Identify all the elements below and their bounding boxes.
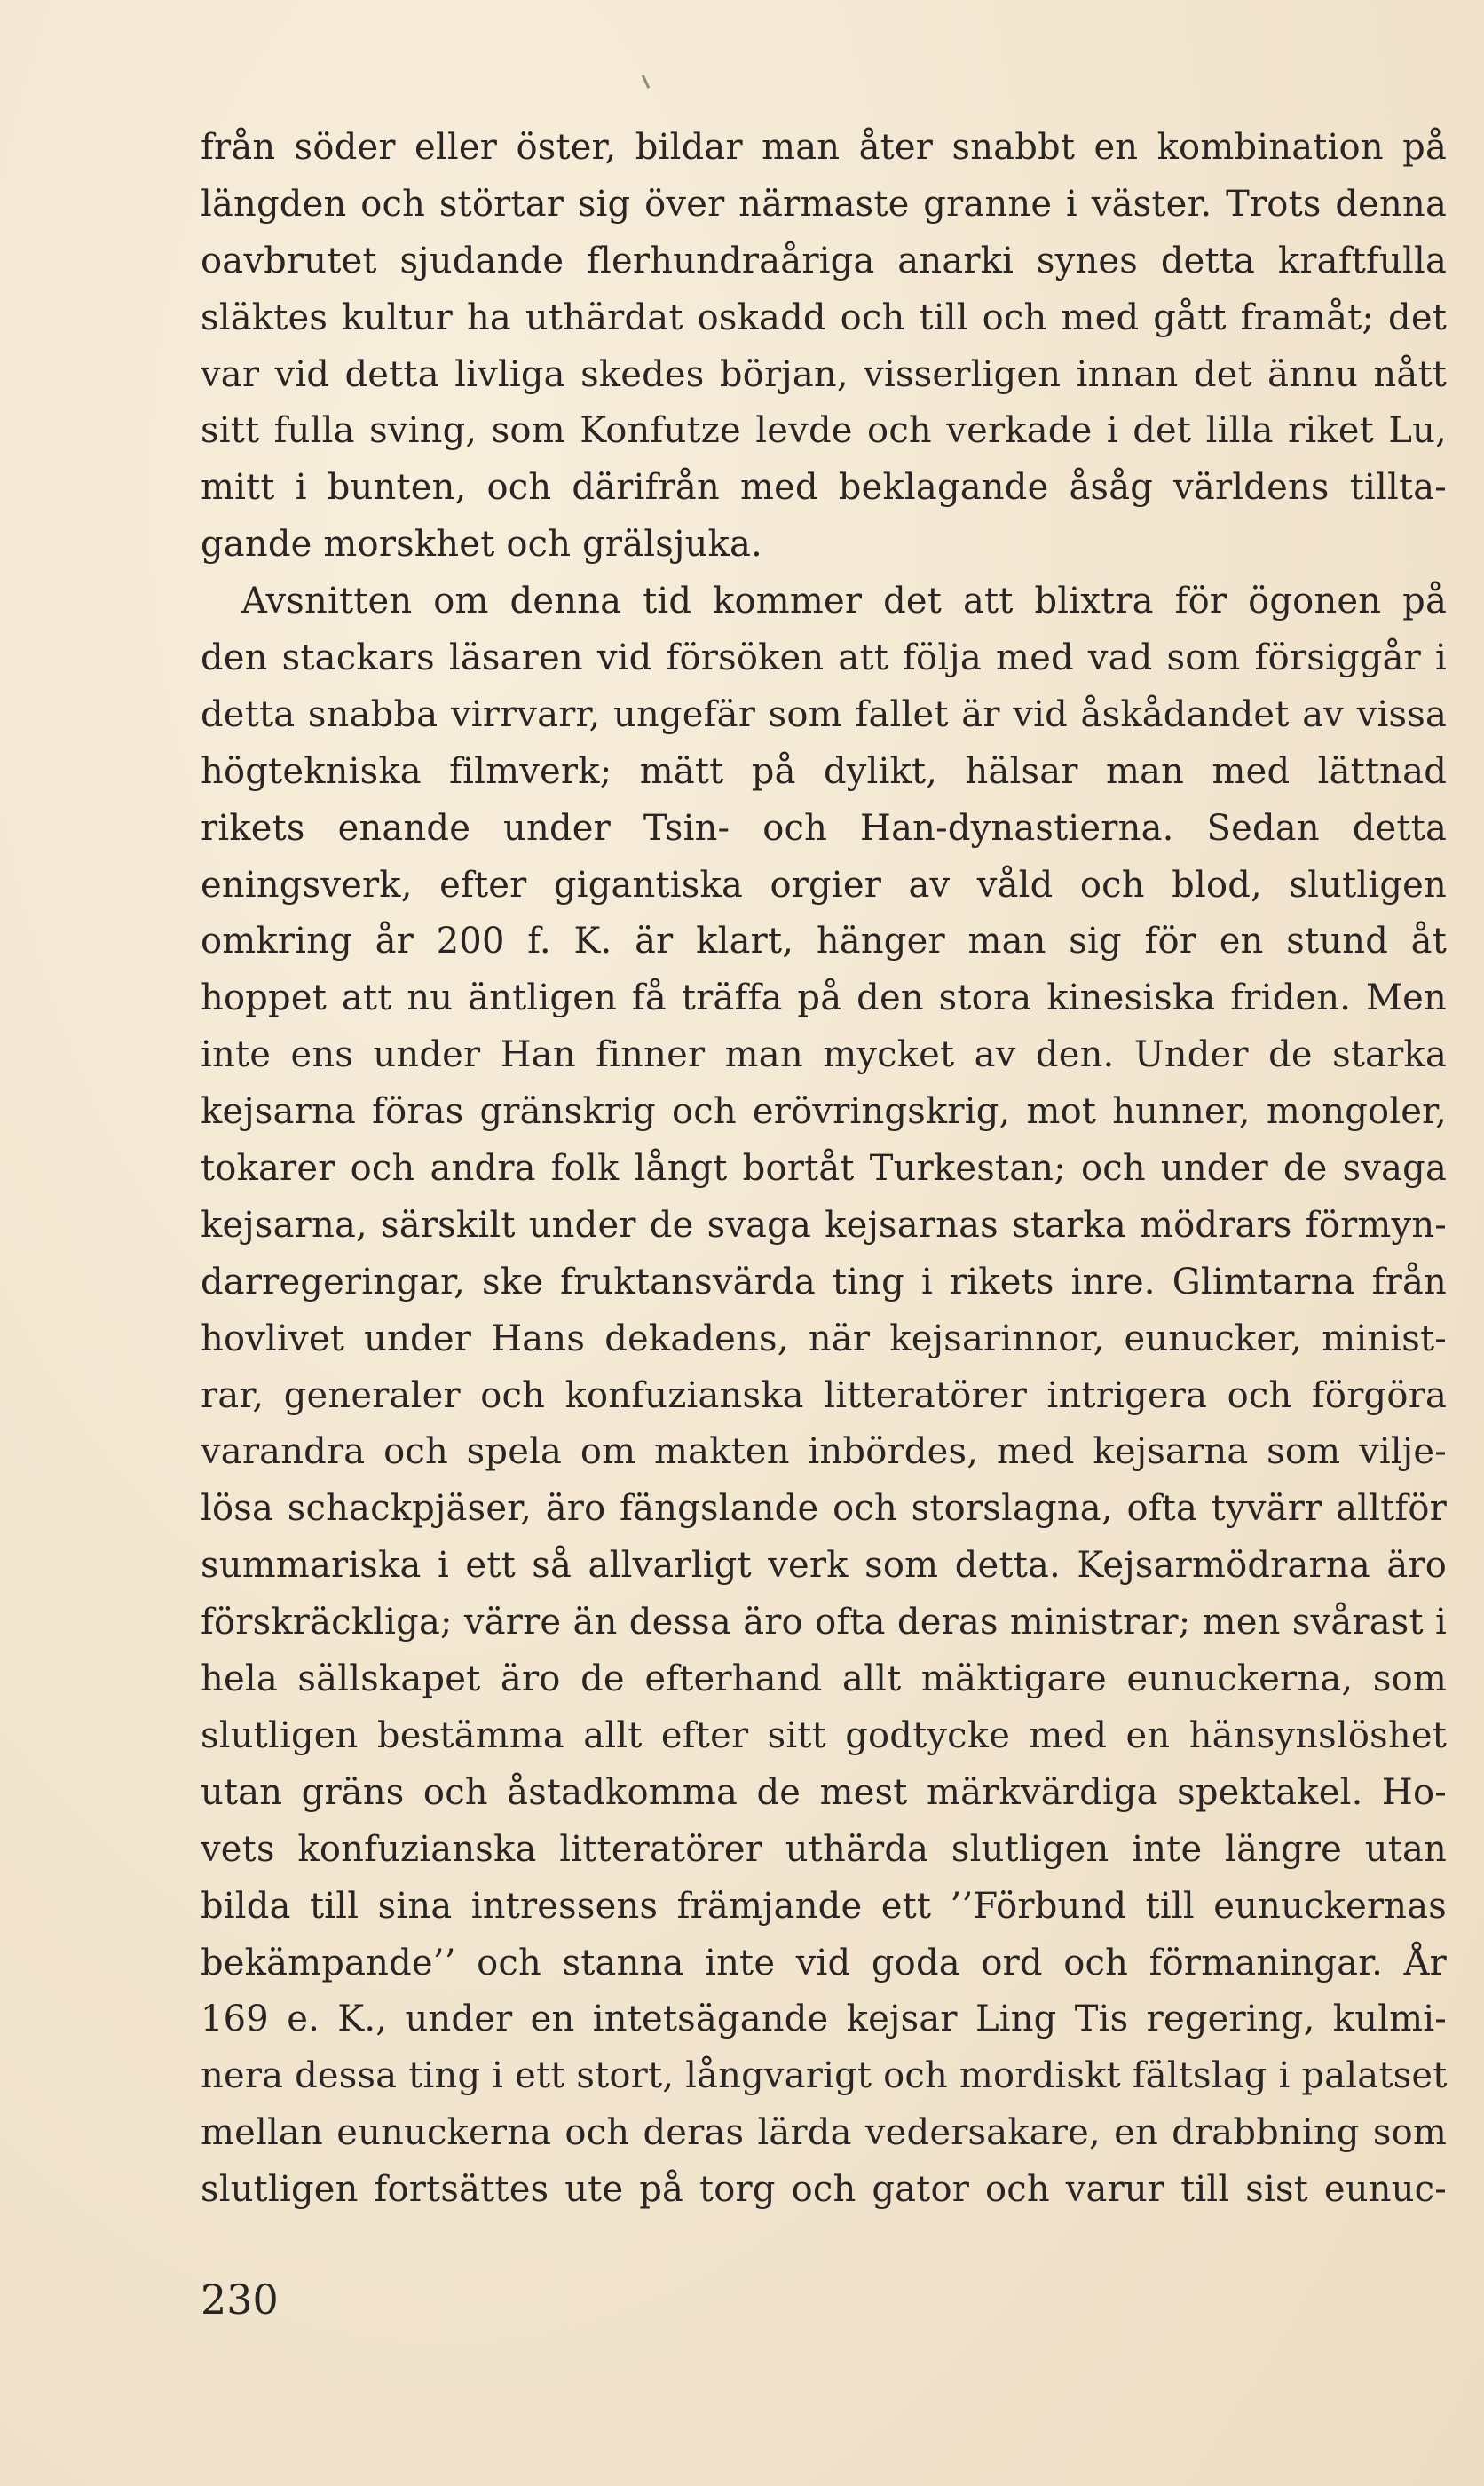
text-line: högtekniska filmverk; mätt på dylikt, hälsar man med lättnad	[201, 750, 1447, 792]
text-line: oavbrutet sjudande flerhundraåriga anarki synes detta kraftfulla	[201, 240, 1447, 281]
text-line: längden och störtar sig över närmaste granne i väster. Trots denna	[201, 183, 1447, 225]
text-line: kejsarna föras gränskrig och erövringskrig, mot hunner, mongoler,	[201, 1091, 1447, 1133]
paragraph-start-line: Avsnitten om denna tid kommer det att blixtra för ögonen på	[241, 581, 1447, 622]
text-line: mitt i bunten, och därifrån med beklagande åsåg världens tillta-	[201, 467, 1447, 509]
text-line: tokarer och andra folk långt bortåt Turkestan; och under de svaga	[201, 1148, 1447, 1190]
text-line: hela sällskapet äro de efterhand allt mäktigare eunuckerna, som	[201, 1659, 1447, 1700]
text-line: varandra och spela om makten inbördes, med kejsarna som vilje-	[201, 1431, 1447, 1473]
paragraph-end-line: gande morskhet och grälsjuka.	[201, 524, 762, 566]
text-line: nera dessa ting i ett stort, långvarigt och mordiskt fältslag i palatset	[201, 2055, 1447, 2097]
text-line: slutligen bestämma allt efter sitt godtycke med en hänsynslöshet	[201, 1714, 1447, 1756]
text-line: 169 e. K., under en intetsägande kejsar Ling Tis regering, kulmi-	[201, 1999, 1447, 2040]
text-line: detta snabba virrvarr, ungefär som fallet är vid åskådandet av vissa	[201, 693, 1447, 735]
text-line: bilda till sina intressens främjande ett ’’Förbund till eunuckernas	[201, 1885, 1447, 1927]
text-line: rikets enande under Tsin- och Han-dynastierna. Sedan detta	[201, 807, 1447, 849]
text-line: var vid detta livliga skedes början, visserligen innan det ännu nått	[201, 353, 1447, 395]
text-line: slutligen fortsättes ute på torg och gator och varur till sist eunuc-	[201, 2169, 1447, 2211]
text-line: omkring år 200 f. K. är klart, hänger man sig för en stund åt	[201, 921, 1447, 962]
text-line: släktes kultur ha uthärdat oskadd och till och med gått framåt; det	[201, 297, 1447, 338]
text-line: vets konfuzianska litteratörer uthärda slutligen inte längre utan	[201, 1828, 1447, 1870]
text-line: hovlivet under Hans dekadens, när kejsarinnor, eunucker, minist-	[201, 1318, 1447, 1359]
text-line: mellan eunuckerna och deras lärda vedersakare, en drabbning som	[201, 2112, 1447, 2154]
text-line: förskräckliga; värre än dessa äro ofta deras ministrar; men svårast i	[201, 1602, 1447, 1643]
text-line: hoppet att nu äntligen få träffa på den stora kinesiska friden. Men	[201, 978, 1447, 1019]
text-line: inte ens under Han finner man mycket av den. Under de starka	[201, 1034, 1447, 1076]
text-line: utan gräns och åstadkomma de mest märkvärdiga spektakel. Ho-	[201, 1771, 1447, 1813]
text-line: darregeringar, ske fruktansvärda ting i rikets inre. Glimtarna från	[201, 1261, 1447, 1302]
body-text	[201, 120, 1447, 2219]
page-number: 230	[201, 2276, 279, 2324]
text-line: sitt fulla sving, som Konfutze levde och verkade i det lilla riket Lu,	[201, 410, 1447, 452]
text-line: bekämpande’’ och stanna inte vid goda ord och förmaningar. År	[201, 1942, 1447, 1983]
text-line: den stackars läsaren vid försöken att följa med vad som försiggår i	[201, 637, 1447, 679]
text-line: eningsverk, efter gigantiska orgier av våld och blod, slutligen	[201, 864, 1447, 906]
ink-mark	[642, 75, 650, 89]
text-line: från söder eller öster, bildar man åter snabbt en kombination på	[201, 127, 1447, 168]
text-line: rar, generaler och konfuzianska litteratörer intrigera och förgöra	[201, 1374, 1447, 1416]
text-line: lösa schackpjäser, äro fängslande och storslagna, ofta tyvärr alltför	[201, 1488, 1447, 1530]
text-line: summariska i ett så allvarligt verk som detta. Kejsarmödrarna äro	[201, 1545, 1447, 1587]
text-line: kejsarna, särskilt under de svaga kejsarnas starka mödrars förmyn-	[201, 1204, 1447, 1246]
